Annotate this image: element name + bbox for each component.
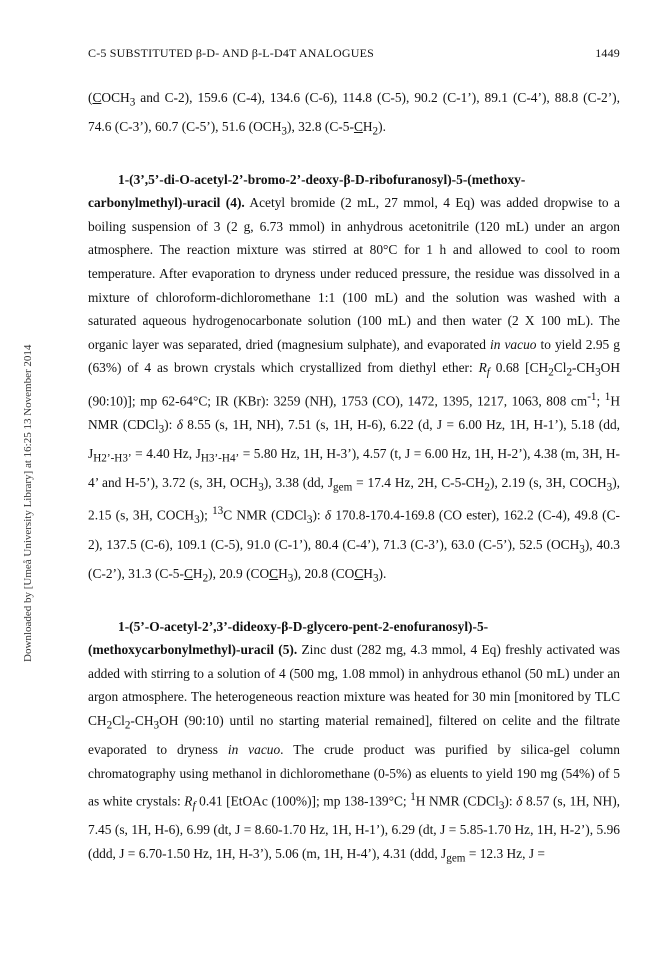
compound-5-heading: 1-(5’-O-acetyl-2’,3’-dideoxy-β-D-glycero-pent-2-enofuranosyl)-5-(methoxycarbonylmethyl)-uracil (5). [88, 618, 489, 658]
underlined-atom: C [92, 90, 102, 105]
paragraph-carbon-nmr-continued: ($COCH_3$ and C-2), 159.6 (C-4), 134.6 (C-6), 114.8 (C-5), 90.2 (C-1’), 89.1 (C-4’), 88.8 (C-2’), 74.6 (C-3’), 60.7 (C-5’), 51.6 $(OCH_3)$, 32.8 $(C-5-CH_2)$. [88, 90, 620, 138]
running-title: C-5 SUBSTITUTED β-D- AND β-L-D4T ANALOGUES [88, 46, 375, 60]
page-header [88, 46, 620, 66]
paragraph-compound-4: 1-(3’,5’-di-O-acetyl-2’-bromo-2’-deoxy-β-D-ribofuranosyl)-5-(methoxy-carbonylmethyl)-uracil (4). Acetyl bromide (2 mL, 27 mmol, 4 Eq) was added dropwise to a boiling suspension of 3 (2 g, 6.73 mmol) in anhydrous acetonitrile (120 mL) under an argon atmosphere. The reaction mixture was stirred at 80°C for 1 h and allowed to cool to room temperature. After evaporation to dryness under reduced pressure, the residue was dissolved in a mixture of chloroform-dichloromethane 1:1 (100 mL) and the solution was washed with a saturated aqueous hydrogenocarbonate solution (100 mL) and then water (2 X 100 mL). The organic layer was separated, dried (magnesium sulphate), and evaporated in vacuo to yield 2.95 g (63%) of 4 as brown crystals which crystallized from diethyl ether: $R_f$ 0.68 [$CH_2Cl_2-CH_3OH$ (90:10)]; mp 62-64°C; IR (KBr): 3259 (NH), 1753 (CO), 1472, 1395, 1217, 1063, 808 $cm^{-1}$; $^1$H NMR (CDCl$_3$): δ 8.55 (s, 1H, NH), 7.51 (s, 1H, H-6), 6.22 (d, J = 6.00 Hz, 1H, H-1’), 5.18 (dd, $J_{H2’-H3’} = 4.40$ Hz, $J_{H3’-H4’} = 5.80$ Hz, 1H, H-3’), 4.57 (t, J = 6.00 Hz, 1H, H-2’), 4.38 (m, 3H, H-4’ and H-5’), 3.72 (s, 3H, $OCH_3$), 3.38 (dd, $J_{gem} = 17.4$ Hz, 2H, $C-5-CH_2$), 2.19 (s, 3H, $COCH_3$), 2.15 (s, 3H, $COCH_3$); $^{13}$C NMR (CDCl$_3$): δ 170.8-170.4-169.8 (CO ester), 162.2 (C-4), 49.8 (C-2), 137.5 (C-6), 109.1 (C-5), 91.0 (C-1’), 80.4 (C-4’), 71.3 (C-3’), 63.0 (C-5’), 52.5 $(OCH_3)$, 40.3 (C-2’), 31.3 $(C-5-CH_2)$, 20.9 $(COCH_3)$, 20.8 $(COCH_3)$. [88, 171, 621, 586]
compound-4-heading: 1-(3’,5’-di-O-acetyl-2’-bromo-2’-deoxy-β-D-ribofuranosyl)-5-(methoxy-carbonylmethyl)-uracil (4). [88, 171, 526, 211]
underlined-atom: C [354, 566, 364, 582]
paragraph-compound-5: 1-(5’-O-acetyl-2’,3’-dideoxy-β-D-glycero-pent-2-enofuranosyl)-5-(methoxycarbonylmethyl)-uracil (5). Zinc dust (282 mg, 4.3 mmol, 4 Eq) freshly activated was added with stirring to a solution of 4 (500 mg, 1.08 mmol) in anhydrous ethanol (50 mL) under an argon atmosphere. The heterogeneous reaction mixture was heated for 30 min [monitored by TLC $CH_2Cl_2-CH_3OH$ (90:10) until no starting material remained], filtered on celite and the filtrate evaporated to dryness in vacuo. The crude product was purified by silica-gel column chromatography using methanol in dichloromethane (0-5%) as eluents to yield 190 mg (54%) of 5 as white crystals: $R_f$ 0.41 [EtOAc (100%)]; mp 138-139°C; $^1$H NMR (CDCl$_3$): δ 8.57 (s, 1H, NH), 7.45 (s, 1H, H-6), 6.99 (dt, J = 8.60-1.70 Hz, 1H, H-1’), 6.29 (dt, J = 5.85-1.70 Hz, 1H, H-2’), 5.96 (ddd, J = 6.70-1.50 Hz, 1H, H-3’), 5.06 (m, 1H, H-4’), 4.31 (ddd, $J_{gem} = 12.3$ Hz, J = [88, 618, 621, 865]
underlined-atom: C [353, 119, 363, 135]
download-note: Downloaded by [Umeå University Library] at 16:25 13 November 2014 [22, 344, 34, 662]
page-number: 1449 [595, 46, 620, 60]
underlined-atom: C [269, 566, 279, 582]
article-body [88, 86, 620, 871]
underlined-atom: C [183, 566, 193, 582]
download-watermark [22, 62, 36, 662]
